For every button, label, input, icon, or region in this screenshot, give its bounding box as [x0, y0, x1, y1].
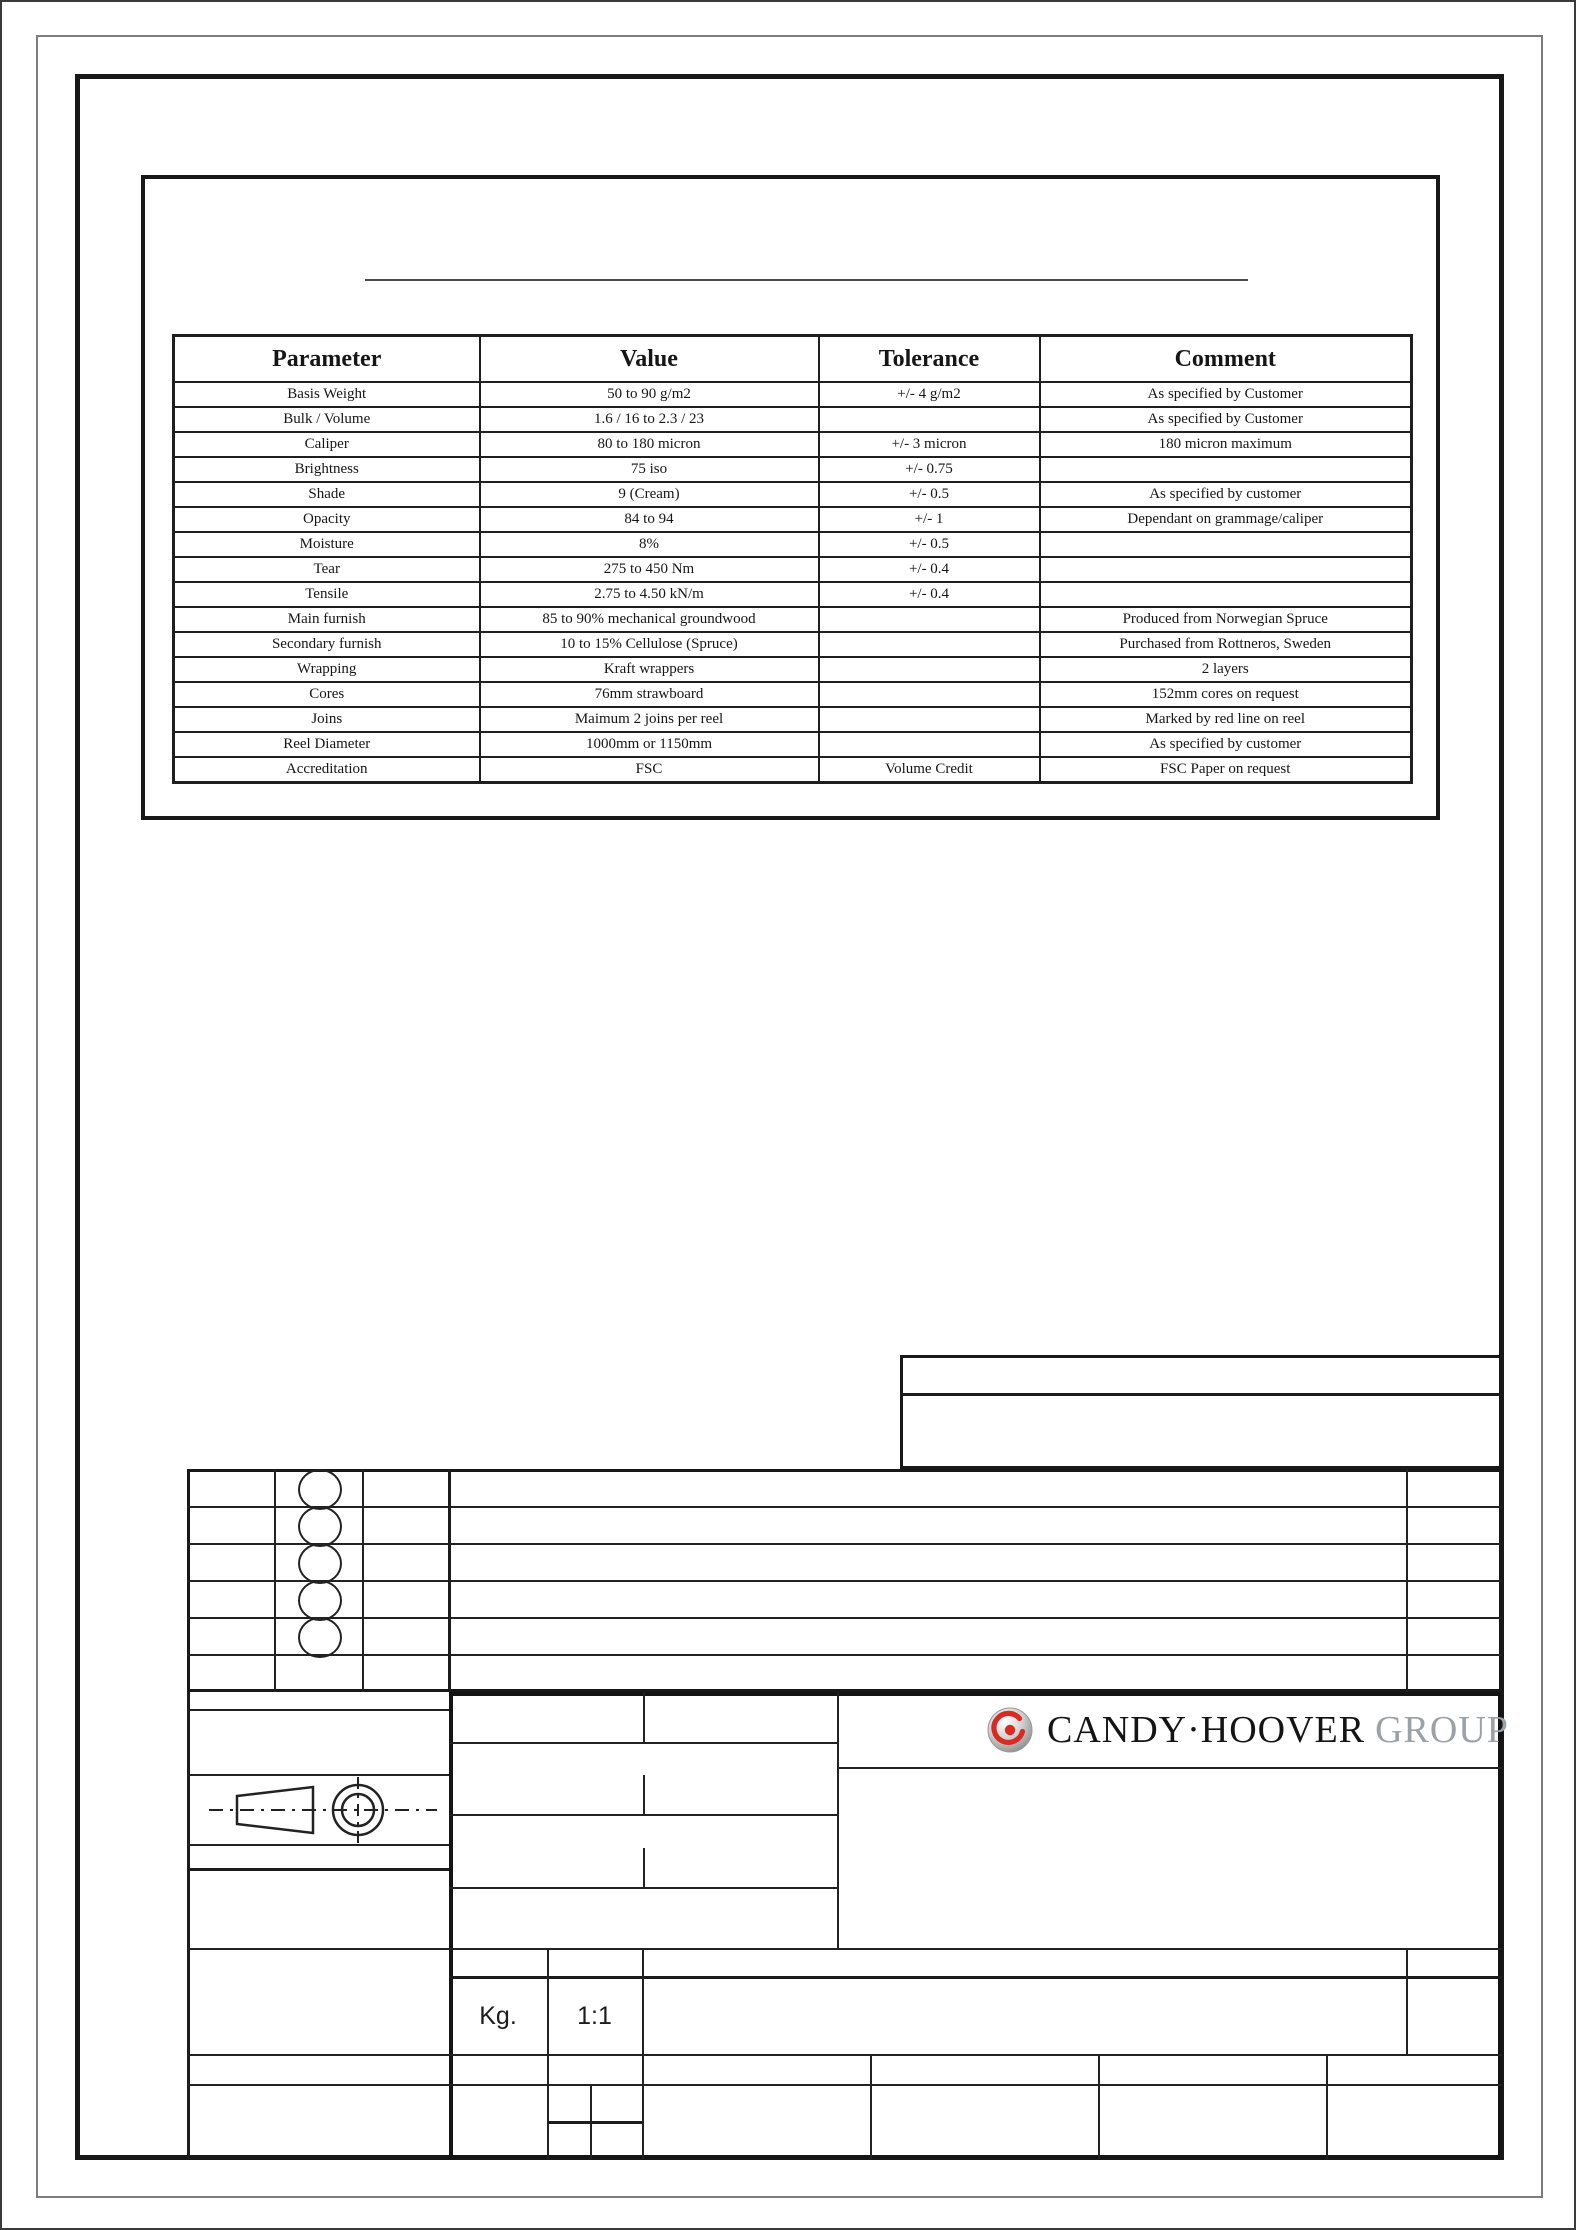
- spec-row: [174, 757, 1412, 783]
- revision-row-line: [187, 1506, 1502, 1508]
- spec-cell: Tensile: [174, 582, 480, 607]
- spec-cell: [819, 732, 1040, 757]
- spec-cell: FSC: [480, 757, 819, 783]
- title-block-divider: [1326, 2054, 1328, 2159]
- revision-circle-icon: [298, 1469, 342, 1510]
- title-block-row-line: [449, 1814, 837, 1816]
- spec-row: [174, 507, 1412, 532]
- company-logo: [987, 1692, 1509, 1767]
- spec-header-parameter: Parameter: [174, 336, 480, 383]
- title-block-divider: [642, 1978, 644, 2054]
- projection-symbol-icon: [187, 1774, 449, 1844]
- spec-cell: Kraft wrappers: [480, 657, 819, 682]
- title-block-divider: [1406, 1948, 1408, 1978]
- spec-cell: 2 layers: [1040, 657, 1412, 682]
- spec-cell: Brightness: [174, 457, 480, 482]
- title-block-divider: [642, 2084, 644, 2159]
- title-block-row-line: [187, 1948, 1502, 1950]
- spec-row: [174, 582, 1412, 607]
- title-block-divider: [1098, 2054, 1100, 2159]
- logo-brand-text: CANDY·HOOVER: [1047, 1708, 1366, 1751]
- title-block-row-line: [449, 1742, 837, 1744]
- spec-cell: 80 to 180 micron: [480, 432, 819, 457]
- revision-row-line: [187, 1543, 1502, 1545]
- revision-row-line: [187, 1580, 1502, 1582]
- spec-cell: [819, 632, 1040, 657]
- revision-column-line-thick: [448, 1469, 451, 1692]
- spec-cell: Dependant on grammage/caliper: [1040, 507, 1412, 532]
- spec-row: [174, 532, 1412, 557]
- spec-cell: 9 (Cream): [480, 482, 819, 507]
- left-strip-border: [187, 1692, 190, 2159]
- spec-row: [174, 732, 1412, 757]
- spec-cell: Moisture: [174, 532, 480, 557]
- spec-cell: [819, 407, 1040, 432]
- left-strip-row-line: [187, 1844, 449, 1846]
- spec-cell: Basis Weight: [174, 382, 480, 407]
- spec-header-value: Value: [480, 336, 819, 383]
- revision-circle-icon: [298, 1617, 342, 1658]
- spec-cell: Caliper: [174, 432, 480, 457]
- spec-row: [174, 382, 1412, 407]
- spec-cell: [1040, 457, 1412, 482]
- spec-cell: [819, 707, 1040, 732]
- spec-cell: Maimum 2 joins per reel: [480, 707, 819, 732]
- spec-cell: [819, 607, 1040, 632]
- spec-cell: +/- 3 micron: [819, 432, 1040, 457]
- spec-row: [174, 607, 1412, 632]
- title-block-tick: [643, 1775, 645, 1814]
- spec-cell: 152mm cores on request: [1040, 682, 1412, 707]
- spec-row: [174, 707, 1412, 732]
- spec-cell: Shade: [174, 482, 480, 507]
- left-strip-row-line: [187, 1709, 449, 1711]
- spec-cell: Opacity: [174, 507, 480, 532]
- spec-cell: [819, 657, 1040, 682]
- spec-cell: FSC Paper on request: [1040, 757, 1412, 783]
- spec-cell: Joins: [174, 707, 480, 732]
- title-block-divider: [547, 1948, 549, 1978]
- spec-cell: 8%: [480, 532, 819, 557]
- weight-unit-label: Kg.: [479, 2001, 517, 2030]
- spec-cell: Cores: [174, 682, 480, 707]
- spec-cell: 76mm strawboard: [480, 682, 819, 707]
- spec-cell: Volume Credit: [819, 757, 1040, 783]
- title-block-subcell-line: [547, 2121, 642, 2124]
- spec-header-comment: Comment: [1040, 336, 1412, 383]
- spec-cell: [1040, 557, 1412, 582]
- spec-cell: +/- 1: [819, 507, 1040, 532]
- title-block-row-line: [449, 1887, 837, 1889]
- spec-row: [174, 432, 1412, 457]
- spec-header-tolerance: Tolerance: [819, 336, 1040, 383]
- spec-cell: 75 iso: [480, 457, 819, 482]
- title-block-divider: [547, 2054, 549, 2084]
- revision-circle-icon: [298, 1506, 342, 1547]
- spec-cell: Tear: [174, 557, 480, 582]
- spec-cell: 1000mm or 1150mm: [480, 732, 819, 757]
- revision-column-line: [274, 1469, 276, 1692]
- candy-roundel-icon: [987, 1707, 1033, 1753]
- revision-row-line: [187, 1654, 1502, 1656]
- spec-cell: 275 to 450 Nm: [480, 557, 819, 582]
- spec-cell: +/- 0.4: [819, 582, 1040, 607]
- logo-suffix-text: GROUP: [1375, 1708, 1509, 1751]
- spec-cell: [819, 682, 1040, 707]
- revision-circle-icon: [298, 1543, 342, 1584]
- spec-cell: +/- 4 g/m2: [819, 382, 1040, 407]
- spec-cell: 50 to 90 g/m2: [480, 382, 819, 407]
- title-block-divider: [870, 2054, 872, 2159]
- spec-cell: 10 to 15% Cellulose (Spruce): [480, 632, 819, 657]
- spec-table: [172, 334, 1413, 784]
- spec-row: [174, 632, 1412, 657]
- logo-cell: [837, 1692, 1509, 1767]
- top-right-box-divider: [900, 1393, 1502, 1396]
- spec-row: [174, 557, 1412, 582]
- spec-cell: Marked by red line on reel: [1040, 707, 1412, 732]
- spec-cell: Accreditation: [174, 757, 480, 783]
- spec-cell: +/- 0.4: [819, 557, 1040, 582]
- revision-column-line: [1406, 1469, 1408, 1692]
- spec-cell: As specified by Customer: [1040, 382, 1412, 407]
- spec-row: [174, 482, 1412, 507]
- spec-cell: [1040, 582, 1412, 607]
- spec-cell: Purchased from Rottneros, Sweden: [1040, 632, 1412, 657]
- spec-cell: [1040, 532, 1412, 557]
- spec-cell: +/- 0.5: [819, 532, 1040, 557]
- revision-row-line: [187, 1617, 1502, 1619]
- revision-circle-icon: [298, 1580, 342, 1621]
- spec-cell: 84 to 94: [480, 507, 819, 532]
- spec-table-body: [174, 382, 1412, 783]
- scale-value: 1:1: [577, 2001, 612, 2030]
- left-strip-row-line-thick: [187, 1868, 449, 1871]
- spec-table-header: [174, 336, 1412, 383]
- spec-row: [174, 407, 1412, 432]
- spec-cell: Produced from Norwegian Spruce: [1040, 607, 1412, 632]
- spec-cell: As specified by Customer: [1040, 407, 1412, 432]
- title-block-row-line: [187, 2084, 1502, 2086]
- title-block-divider: [642, 1948, 644, 1978]
- spec-cell: Reel Diameter: [174, 732, 480, 757]
- logo-text: [1047, 1708, 1509, 1752]
- title-block-row-line: [187, 2054, 1502, 2056]
- spec-cell: As specified by customer: [1040, 482, 1412, 507]
- spec-row: [174, 682, 1412, 707]
- title-underline: [365, 279, 1248, 281]
- spec-cell: 85 to 90% mechanical groundwood: [480, 607, 819, 632]
- spec-cell: +/- 0.5: [819, 482, 1040, 507]
- spec-cell: +/- 0.75: [819, 457, 1040, 482]
- title-block-tick: [643, 1848, 645, 1887]
- top-right-box: [900, 1355, 1502, 1469]
- title-block-divider: [643, 1692, 645, 1742]
- spec-cell: 1.6 / 16 to 2.3 / 23: [480, 407, 819, 432]
- spec-cell: As specified by customer: [1040, 732, 1412, 757]
- spec-row: [174, 657, 1412, 682]
- spec-row: [174, 457, 1412, 482]
- spec-cell: Main furnish: [174, 607, 480, 632]
- title-block-divider: [1406, 1978, 1408, 2054]
- title-block-divider: [642, 2054, 644, 2084]
- logo-cell-bottom-line: [837, 1767, 1502, 1769]
- spec-cell: Bulk / Volume: [174, 407, 480, 432]
- spec-cell: 2.75 to 4.50 kN/m: [480, 582, 819, 607]
- spec-cell: 180 micron maximum: [1040, 432, 1412, 457]
- spec-cell: Wrapping: [174, 657, 480, 682]
- revision-column-line: [362, 1469, 364, 1692]
- spec-cell: Secondary furnish: [174, 632, 480, 657]
